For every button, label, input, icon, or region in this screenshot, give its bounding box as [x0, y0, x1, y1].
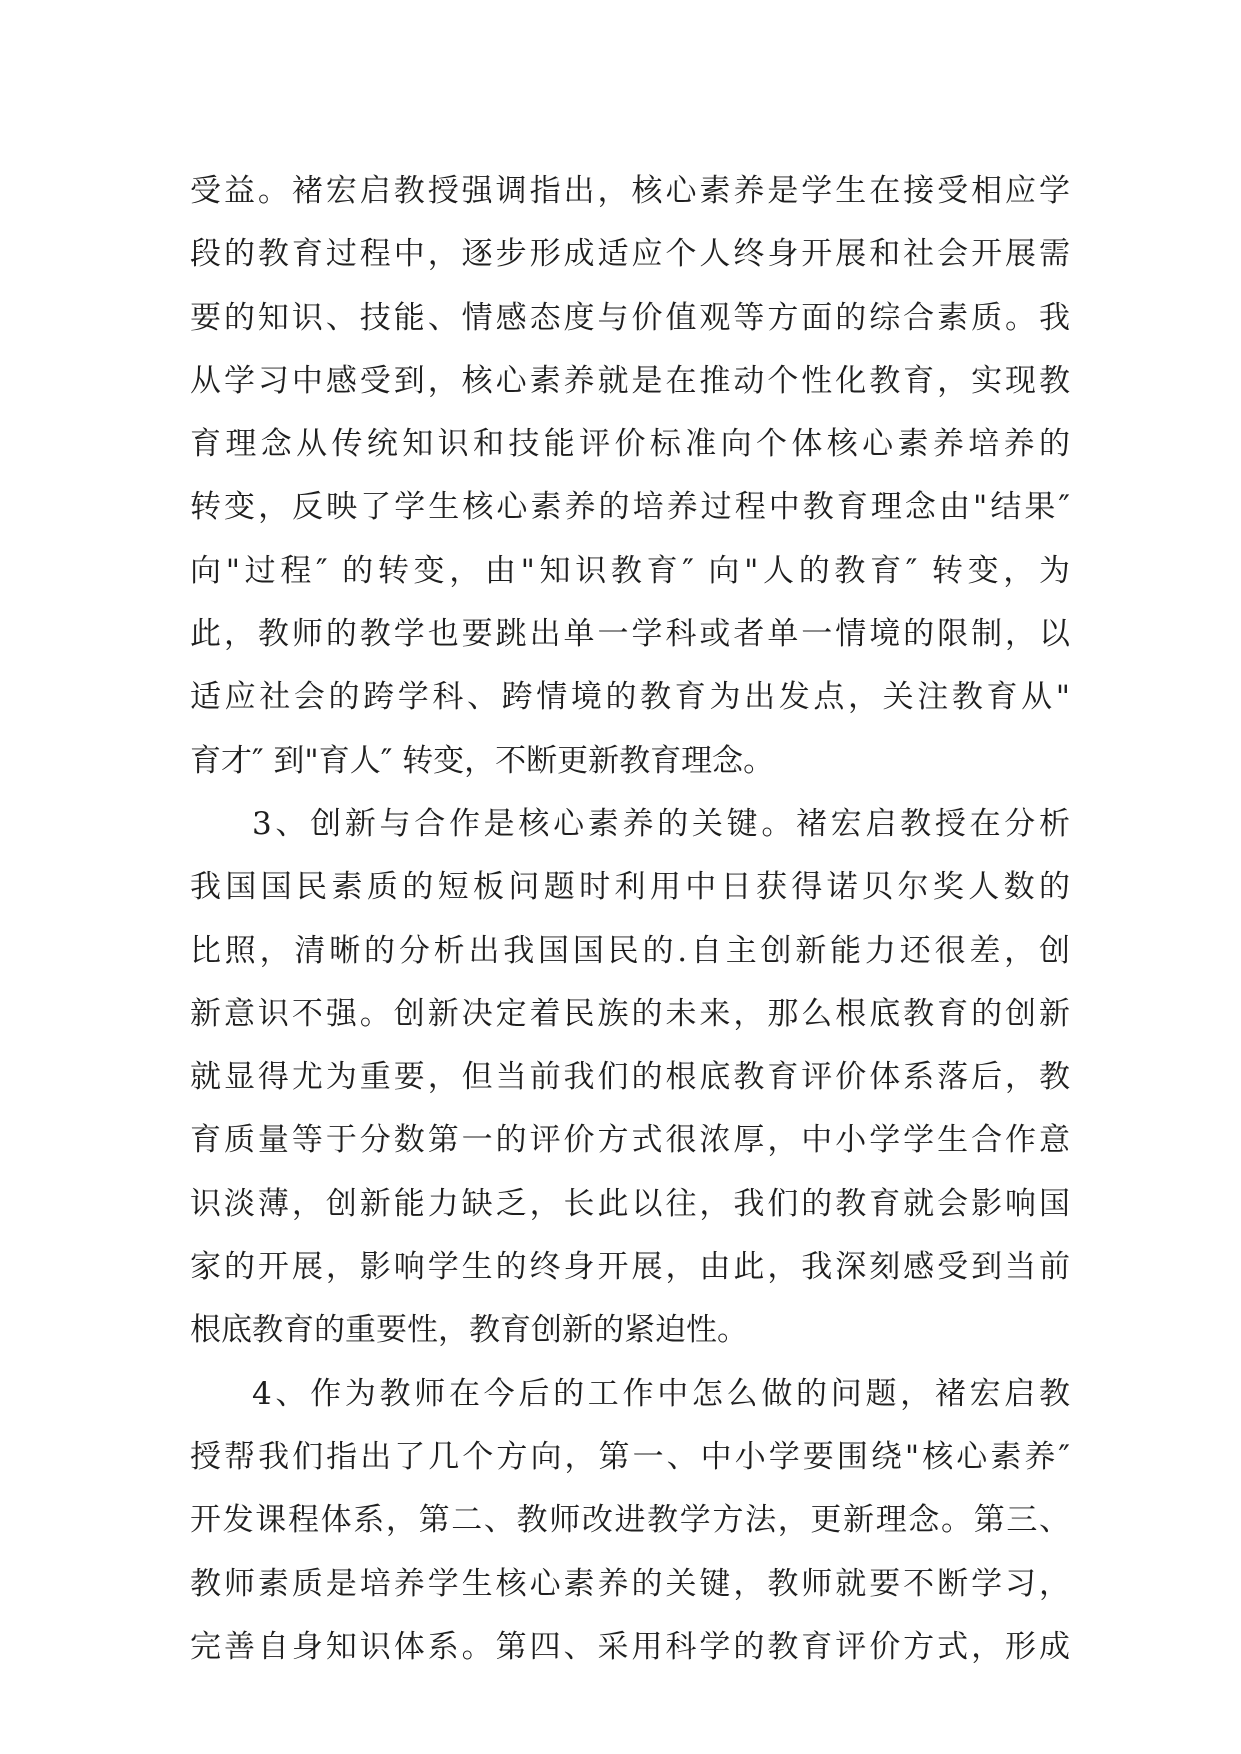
text-line-13: 比照，清晰的分析出我国国民的.自主创新能力还很差，创: [190, 932, 1070, 969]
text-line-2: 段的教育过程中，逐步形成适应个人终身开展和社会开展需: [190, 236, 1070, 273]
body-text: [190, 160, 1070, 1679]
text-line-19: 根底教育的重要性，教育创新的紧迫性。: [190, 1312, 748, 1349]
text-line-8: 此，教师的教学也要跳出单一学科或者单一情境的限制，以: [190, 616, 1070, 653]
text-line-5: 育理念从传统知识和技能评价标准向个体核心素养培养的: [190, 426, 1070, 463]
text-line-11: 3、创新与合作是核心素养的关键。褚宏启教授在分析: [252, 805, 1070, 842]
text-line-7: 向"过程″ 的转变，由"知识教育″ 向"人的教育″ 转变，为: [190, 552, 1070, 589]
text-line-6: 转变，反映了学生核心素养的培养过程中教育理念由"结果″: [190, 489, 1070, 526]
text-line-22: 开发课程体系，第二、教师改进教学方法，更新理念。第三、: [190, 1502, 1070, 1539]
text-line-1: 受益。褚宏启教授强调指出，核心素养是学生在接受相应学: [190, 173, 1070, 209]
text-line-9: 适应社会的跨学科、跨情境的教育为出发点，关注教育从": [190, 679, 1070, 716]
text-line-14: 新意识不强。创新决定着民族的未来，那么根底教育的创新: [190, 995, 1070, 1032]
text-line-15: 就显得尤为重要，但当前我们的根底教育评价体系落后，教: [190, 1059, 1070, 1096]
text-line-4: 从学习中感受到，核心素养就是在推动个性化教育，实现教: [190, 362, 1070, 399]
text-line-10: 育才″ 到"育人″ 转变，不断更新教育理念。: [190, 742, 775, 779]
text-line-18: 家的开展，影响学生的终身开展，由此，我深刻感受到当前: [190, 1249, 1070, 1286]
text-line-20: 4、作为教师在今后的工作中怎么做的问题，褚宏启教: [252, 1375, 1070, 1412]
text-line-17: 识淡薄，创新能力缺乏，长此以往，我们的教育就会影响国: [190, 1185, 1070, 1222]
text-line-23: 教师素质是培养学生核心素养的关键，教师就要不断学习，: [190, 1565, 1070, 1602]
text-line-21: 授帮我们指出了几个方向，第一、中小学要围绕"核心素养″: [190, 1438, 1070, 1475]
text-line-12: 我国国民素质的短板问题时利用中日获得诺贝尔奖人数的: [190, 869, 1070, 906]
text-line-24: 完善自身知识体系。第四、采用科学的教育评价方式，形成: [190, 1628, 1070, 1665]
text-line-16: 育质量等于分数第一的评价方式很浓厚，中小学学生合作意: [190, 1122, 1070, 1159]
text-line-3: 要的知识、技能、情感态度与价值观等方面的综合素质。我: [190, 299, 1070, 336]
